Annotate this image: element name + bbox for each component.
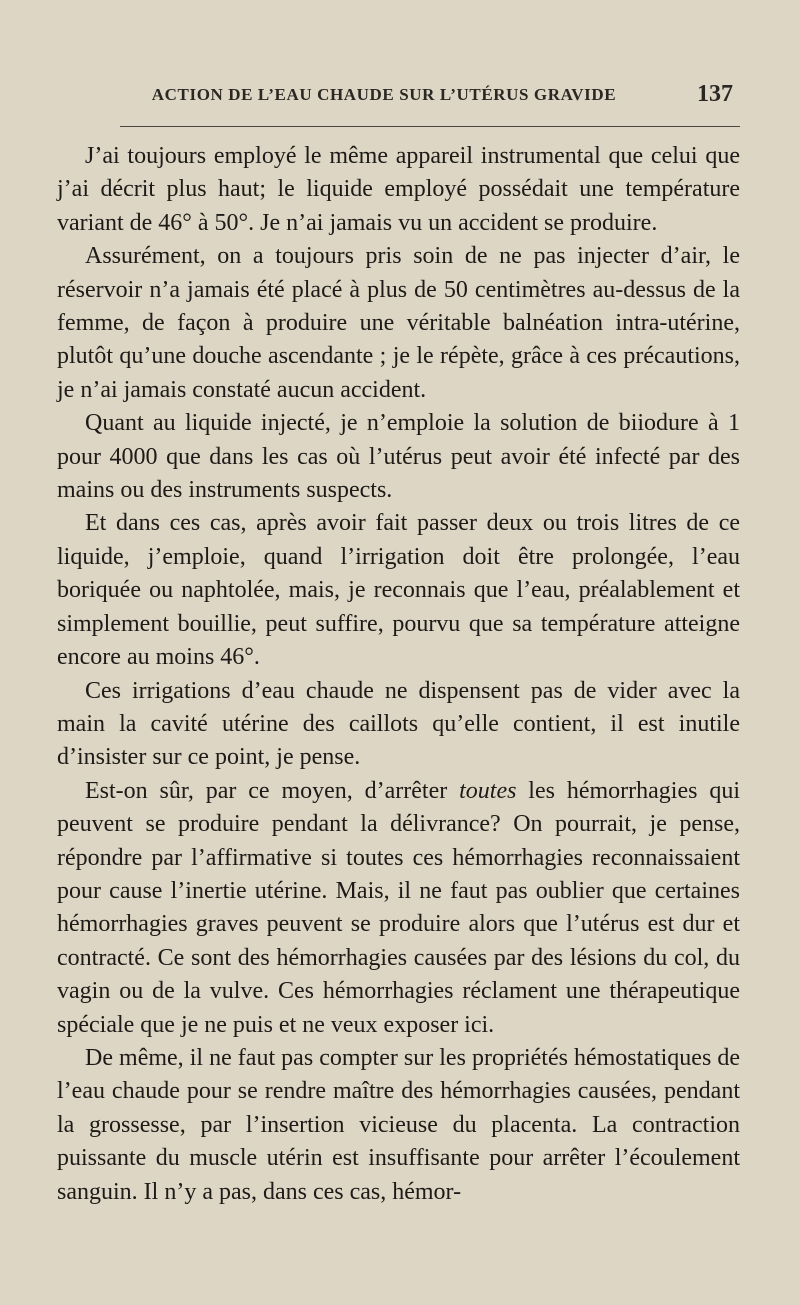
paragraph-2: Assurément, on a toujours pris soin de ne pas injecter d’air, le réservoir n’a jamais été placé à plus de 50 centimètres au-dessus de la femme, de façon à produire une véritable balnéation intra-utérine, plutôt qu’une douche ascendante ; je le répète, grâce à ces précautions, je n’ai jamais constaté aucun accident.	[57, 243, 740, 403]
page-header	[0, 81, 800, 115]
paragraph-7: De même, il ne faut pas compter sur les propriétés hémostatiques de l’eau chaude pour se rendre maître des hémorrhagies causées, pendant la grossesse, par l’insertion vicieuse du placenta. La contraction puissante du muscle utérin est insuffisante pour arrêter l’écoulement sanguin. Il n’y a pas, dans ces cas, hémor-	[57, 1044, 740, 1205]
header-rule	[120, 126, 740, 127]
body-text	[57, 140, 740, 1209]
paragraph-1: J’ai toujours employé le même appareil instrumental que celui que j’ai décrit plus haut; le liquide employé possédait une température variant de 46° à 50°. Je n’ai jamais vu un accident se produire.	[57, 143, 740, 236]
paragraph-6-start: Est-on sûr, par ce moyen, d’arrêter	[85, 777, 460, 804]
paragraph-5: Ces irrigations d’eau chaude ne dispensent pas de vider avec la main la cavité utérine des caillots qu’elle contient, il est inutile d’insister sur ce point, je pense.	[57, 677, 740, 771]
page-number: 137	[697, 81, 733, 107]
paragraph-6-emphasis: toutes	[459, 777, 517, 804]
paragraph-3: Quant au liquide injecté, je n’emploie la solution de biiodure à 1 pour 4000 que dans les cas où l’utérus peut avoir été infecté par des mains ou des instruments suspects.	[57, 410, 740, 504]
paragraph-6	[57, 775, 740, 1042]
running-title: ACTION DE L’EAU CHAUDE SUR L’UTÉRUS GRAVIDE	[151, 85, 617, 104]
paragraph-4: Et dans ces cas, après avoir fait passer deux ou trois litres de ce liquide, j’emploie, quand l’irrigation doit être prolongée, l’eau boriquée ou naphtolée, mais, je reconnais que l’eau, préalablement et simplement bouillie, peut suffire, pourvu que sa température atteigne encore au moins 46°.	[57, 510, 740, 671]
paragraph-6-end: les hémorrhagies qui peuvent se produire pendant la délivrance? On pourrait, je pense, répondre par l’affirmative si toutes ces hémorrhagies reconnaissaient pour cause l’inertie utérine. Mais, il ne faut pas oublier que certaines hémorrhagies graves peuvent se produire alors que l’utérus est dur et contracté. Ce sont des hémorrhagies causées par des lésions du col, du vagin ou de la vulve. Ces hémorrhagies réclament une thérapeutique spéciale que je ne puis et ne veux exposer ici.	[57, 777, 740, 1038]
